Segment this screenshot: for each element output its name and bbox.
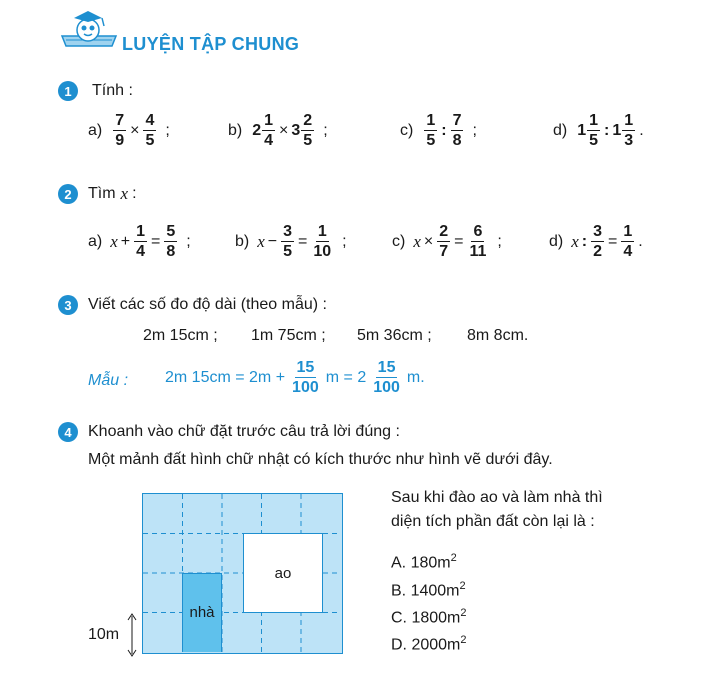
ex2-b: [235, 222, 347, 261]
exercise-2-colon: :: [132, 185, 137, 202]
ex1-b-whole2: 3: [291, 121, 301, 139]
ex3-item-2: 1m 75cm ;: [251, 327, 326, 344]
ex1-d-whole1: 1: [577, 121, 587, 139]
ex2-d-op: :: [581, 232, 588, 250]
option-d-sup: 2: [460, 634, 467, 646]
ex2-c-op: ×: [423, 232, 434, 250]
ex2-c-tag: c): [392, 232, 406, 250]
exercise-4-badge: 4: [58, 422, 78, 442]
ex1-a-tag: a): [88, 121, 103, 139]
ex2-c-end: ;: [497, 232, 502, 250]
ex2-c-frac1: $\frac{2}{7}$: [439, 223, 449, 260]
section-title: LUYỆN TẬP CHUNG: [122, 34, 300, 54]
ex1-d-frac2: $\frac{1}{3}$: [624, 112, 634, 149]
ex1-b-end: ;: [323, 121, 328, 139]
ex2-a-tag: a): [88, 232, 103, 250]
exercise-4-label: Khoanh vào chữ đặt trước câu trả lời đúng :: [88, 423, 400, 440]
ex1-b: [228, 111, 328, 150]
option-d[interactable]: [391, 634, 467, 654]
option-a-label: A. 180m: [391, 554, 451, 572]
option-b-label: B. 1400m: [391, 582, 460, 600]
ex2-c-var: x: [413, 231, 421, 251]
ex2-c-frac2: $\frac{6}{11}$: [469, 223, 487, 260]
exercise-1-label: Tính :: [92, 82, 133, 99]
ex2-d-eq: =: [608, 232, 618, 250]
ex3-sample-end: m.: [406, 368, 425, 386]
ex1-c-op: :: [441, 121, 447, 139]
ex1-b-op: ×: [279, 121, 289, 139]
ex1-c: [400, 111, 477, 150]
scale-arrow-icon: [124, 613, 140, 657]
ex2-a: [88, 222, 191, 261]
ex1-d-end: .: [639, 121, 644, 139]
ex3-item-1: 2m 15cm ;: [143, 327, 218, 344]
option-a[interactable]: [391, 552, 457, 572]
exercise-3-label: Viết các số đo độ dài (theo mẫu) :: [88, 296, 327, 313]
pond-label: ao: [274, 564, 292, 582]
ex2-c: [392, 222, 502, 261]
ex2-b-frac1: $\frac{3}{5}$: [283, 223, 293, 260]
ex2-b-eq: =: [298, 232, 308, 250]
option-c-sup: 2: [460, 607, 467, 619]
ex1-c-frac2: $\frac{7}{8}$: [452, 112, 462, 149]
ex1-a-op: ×: [130, 121, 140, 139]
ex2-b-op: −: [267, 232, 278, 250]
land-rectangle: [142, 493, 343, 654]
ex1-d: [553, 111, 644, 150]
ex3-sample-mid: m = 2: [325, 368, 367, 386]
exercise-2-badge: 2: [58, 184, 78, 204]
ex1-d-op: :: [604, 121, 610, 139]
house-area: [182, 573, 222, 652]
ex2-a-end: ;: [186, 232, 191, 250]
ex2-b-end: ;: [342, 232, 347, 250]
ex3-sample-label: Mẫu :: [88, 372, 129, 389]
ex1-c-end: ;: [472, 121, 477, 139]
ex1-d-tag: d): [553, 121, 568, 139]
ex1-b-frac1: $\frac{1}{4}$: [264, 112, 274, 149]
option-c[interactable]: [391, 607, 467, 627]
ex2-c-eq: =: [454, 232, 464, 250]
ex2-a-op: +: [120, 232, 131, 250]
ex2-d-var: x: [571, 231, 579, 251]
ex1-c-tag: c): [400, 121, 414, 139]
exercise-2-label: [88, 184, 137, 204]
ex2-d: [549, 222, 643, 261]
ex1-a-end: ;: [165, 121, 170, 139]
ex3-sample-frac1: $\frac{15}{100}$: [292, 359, 319, 396]
ex1-a-frac2: $\frac{4}{5}$: [145, 112, 155, 149]
ex2-b-var: x: [257, 231, 265, 251]
pond-area: [243, 533, 323, 613]
exercise-2-var: x: [120, 184, 129, 203]
ex2-a-var: x: [110, 231, 118, 251]
ex1-c-frac1: $\frac{1}{5}$: [426, 112, 436, 149]
ex3-sample-frac2: $\frac{15}{100}$: [373, 359, 400, 396]
ex3-sample-equation: [165, 358, 425, 397]
option-a-sup: 2: [450, 552, 457, 564]
question-line-1: Sau khi đào ao và làm nhà thì: [391, 489, 603, 506]
ex2-a-frac2: $\frac{5}{8}$: [166, 223, 176, 260]
ex1-b-frac2: $\frac{2}{5}$: [303, 112, 313, 149]
ex1-d-frac1: $\frac{1}{5}$: [589, 112, 599, 149]
ex2-b-tag: b): [235, 232, 250, 250]
exercise-1-badge: 1: [58, 81, 78, 101]
ex1-b-whole1: 2: [252, 121, 262, 139]
ex3-item-3: 5m 36cm ;: [357, 327, 432, 344]
option-b[interactable]: [391, 580, 466, 600]
ex3-item-4: 8m 8cm.: [467, 327, 529, 344]
house-label: nhà: [189, 604, 215, 621]
ex2-a-frac1: $\frac{1}{4}$: [136, 223, 146, 260]
scale-label: 10m: [88, 626, 120, 643]
ex2-d-end: .: [638, 232, 643, 250]
option-c-label: C. 1800m: [391, 609, 461, 627]
ex2-a-eq: =: [151, 232, 161, 250]
question-line-2: diện tích phần đất còn lại là :: [391, 513, 595, 530]
ex3-sample-lhs: 2m 15cm = 2m +: [165, 368, 286, 386]
exercise-4-description: Một mảnh đất hình chữ nhật có kích thước như hình vẽ dưới đây.: [88, 451, 553, 468]
ex1-a-frac1: $\frac{7}{9}$: [115, 112, 125, 149]
option-b-sup: 2: [459, 580, 466, 592]
ex1-d-whole2: 1: [612, 121, 622, 139]
ex2-d-tag: d): [549, 232, 564, 250]
option-d-label: D. 2000m: [391, 636, 461, 654]
ex1-b-tag: b): [228, 121, 243, 139]
ex2-b-frac2: $\frac{1}{10}$: [313, 223, 332, 260]
exercise-3-badge: 3: [58, 295, 78, 315]
ex2-d-frac2: $\frac{1}{4}$: [623, 223, 633, 260]
ex1-a: [88, 111, 170, 150]
ex2-d-frac1: $\frac{3}{2}$: [593, 223, 603, 260]
exercise-2-label-text: Tìm: [88, 185, 116, 202]
mascot-icon: [58, 6, 120, 52]
